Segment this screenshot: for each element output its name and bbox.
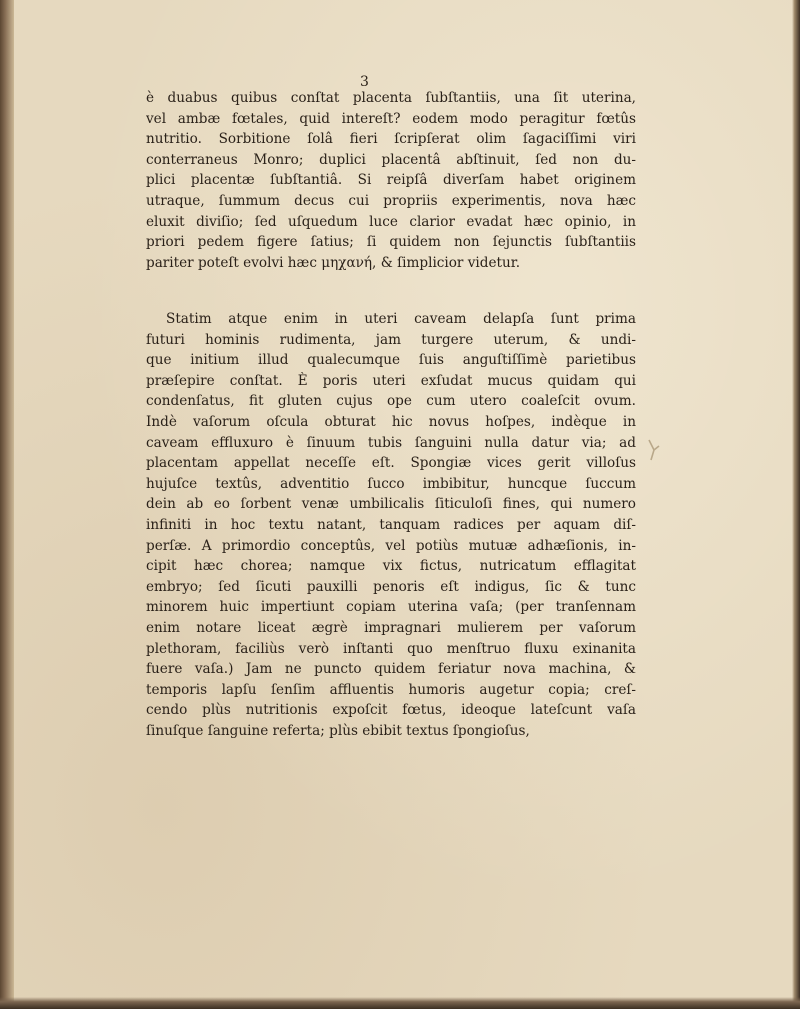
paragraph-1-line: vel ambæ fœtales, quid intereſt? eodem modo peragitur fœtûs	[146, 110, 636, 127]
paragraph-2-line: que initium illud qualecumque ſuis anguſtiſſimè parietibus	[146, 352, 636, 369]
page-number: 3	[360, 74, 369, 90]
paragraph-2-line: infiniti in hoc textu natant, tanquam radices per aquam diſ-	[146, 516, 636, 533]
paragraph-2-line: cendo plùs nutritionis expoſcit fœtus, ideoque lateſcunt vaſa	[146, 702, 636, 719]
paragraph-2-line: hujuſce textûs, adventitio ſucco imbibitur, huncque ſuccum	[146, 475, 636, 492]
paragraph-2	[146, 309, 636, 741]
paragraph-2-line: minorem huic impertiunt copiam uterina vaſa; (per tranſennam	[146, 599, 636, 616]
paragraph-2-line: plethoram, faciliùs verò inſtanti quo menſtruo fluxu exinanita	[146, 640, 636, 657]
paragraph-1-line: pariter poteſt evolvi hæc μηχανή, & ſimplicior videtur.	[146, 254, 521, 271]
paragraph-2-line: Indè vaſorum oſcula obturat hic novus hoſpes, indèque in	[146, 413, 636, 430]
paragraph-1-line: è duabus quibus conſtat placenta ſubſtantiis, una ſit uterina,	[146, 90, 636, 106]
paragraph-2-line: futuri hominis rudimenta, jam turgere uterum, & undi-	[146, 331, 636, 348]
paragraph-1-line: utraque, ſummum decus cui propriis experimentis, nova hæc	[146, 192, 636, 209]
paragraph-1-line: priori pedem figere ſatius; ſi quidem non ſejunctis ſubſtantiis	[146, 234, 636, 251]
paragraph-2-line: Statim atque enim in uteri caveam delapſa ſunt prima	[166, 311, 636, 327]
ink-mark-icon	[648, 438, 660, 462]
paragraph-2-line: enim notare liceat ægrè impragnari mulierem per vaſorum	[146, 619, 636, 636]
paragraph-1-line: conterraneus Monro; duplici placentâ abſtinuit, ſed non du-	[146, 151, 636, 168]
paragraph-1	[146, 88, 636, 273]
paragraph-2-line: dein ab eo ſorbent venæ umbilicalis ſiticuloſi fines, qui numero	[146, 496, 636, 513]
paragraph-2-line: cipit hæc chorea; namque vix fictus, nutricatum efflagitat	[146, 558, 636, 575]
page-left-edge	[0, 0, 14, 1009]
page-right-edge	[792, 0, 800, 1009]
paragraph-2-line: ſinuſque ſanguine referta; plùs ebibit textus ſpongioſus,	[146, 722, 530, 739]
paragraph-2-line: embryo; ſed ſicuti pauxilli penoris eſt indigus, ſic & tunc	[146, 578, 636, 595]
paragraph-2-line: placentam appellat neceſſe eſt. Spongiæ vices gerit villoſus	[146, 455, 636, 472]
paragraph-1-line: eluxit diviſio; ſed uſquedum luce clarior evadat hæc opinio, in	[146, 213, 636, 230]
paragraph-2-line: condenſatus, fit gluten cujus ope cum utero coaleſcit ovum.	[146, 393, 636, 410]
paragraph-2-line: perſæ. A primordio conceptûs, vel potiùs mutuæ adhæſionis, in-	[146, 537, 636, 554]
paragraph-2-line: caveam effluxuro è ſinuum tubis ſanguini nulla datur via; ad	[146, 434, 636, 451]
paragraph-1-line: nutritio. Sorbitione ſolâ fieri ſcripſerat olim ſagaciſſimi viri	[146, 131, 636, 148]
paragraph-1-line: plici placentæ ſubſtantiâ. Si reipſâ diverſam habet originem	[146, 172, 636, 189]
paragraph-2-line: fuere vaſa.) Jam ne puncto quidem feriatur nova machina, &	[146, 661, 636, 678]
paragraph-2-line: præſepire conſtat. È poris uteri exſudat mucus quidam qui	[146, 372, 636, 389]
paragraph-2-line: temporis lapſu ſenſim affluentis humoris augetur copia; creſ-	[146, 681, 636, 698]
page-bottom-edge	[0, 997, 800, 1009]
